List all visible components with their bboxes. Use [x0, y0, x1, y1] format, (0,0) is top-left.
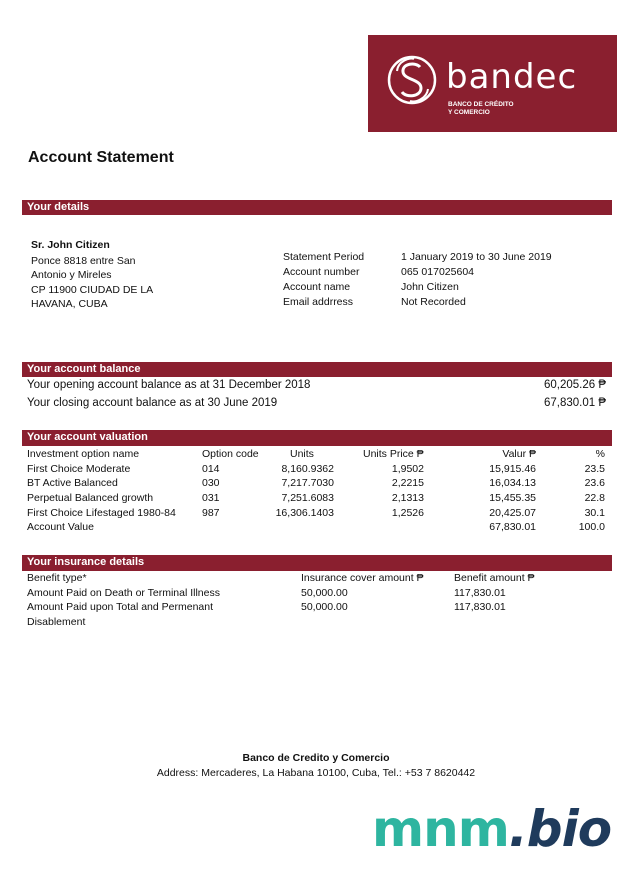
- watermark-suffix: .bio: [508, 800, 612, 858]
- divider: [22, 570, 612, 571]
- watermark-main: mnm: [372, 800, 509, 858]
- footer-bank-name: Banco de Credito y Comercio: [242, 752, 390, 764]
- column-header: Insurance cover amount ₱: [301, 572, 424, 584]
- column-header: Investment option name: [27, 448, 140, 460]
- valuation-heading: Your account valuation: [22, 430, 612, 445]
- balance-heading: Your account balance: [22, 362, 612, 377]
- statement-period-label: Statement Period: [283, 251, 365, 263]
- insurance-heading: Your insurance details: [22, 555, 612, 570]
- column-header: Benefit type*: [27, 572, 87, 584]
- address-line: Antonio y Mireles: [31, 269, 112, 281]
- footer-address: Address: Mercaderes, La Habana 10100, Cuba, Tel.: +53 7 8620442: [156, 767, 476, 779]
- divider: [22, 445, 612, 446]
- account-name-label: Account name: [283, 281, 351, 293]
- bandec-emblem-icon: [386, 49, 438, 111]
- column-header: Valur ₱: [502, 448, 536, 460]
- column-header: Units: [290, 448, 314, 460]
- details-heading: Your details: [22, 200, 612, 215]
- customer-name: Sr. John Citizen: [31, 239, 110, 251]
- statement-period-value: 1 January 2019 to 30 June 2019: [401, 251, 552, 263]
- column-header: %: [595, 448, 605, 460]
- column-header: Units Price ₱: [363, 448, 424, 460]
- column-header: Option code: [202, 448, 259, 460]
- address-line: CP 11900 CIUDAD DE LA: [31, 284, 154, 296]
- closing-balance-label: Your closing account balance as at 30 June 2019: [27, 397, 278, 409]
- account-value-total: 67,830.01: [489, 521, 536, 533]
- email-value: Not Recorded: [401, 296, 466, 308]
- account-number-label: Account number: [283, 266, 360, 278]
- account-name-value: John Citizen: [401, 281, 459, 293]
- column-header: Benefit amount ₱: [454, 572, 535, 584]
- logo-subtitle: BANCO DE CRÉDITO Y COMERCIO: [448, 101, 514, 116]
- email-label: Email addrress: [283, 296, 354, 308]
- address-line: HAVANA, CUBA: [31, 298, 108, 310]
- page-title: Account Statement: [28, 149, 174, 166]
- closing-balance-value: 67,830.01 ₱: [543, 397, 606, 409]
- account-number-value: 065 017025604: [401, 266, 474, 278]
- opening-balance-value: 60,205.26 ₱: [543, 379, 606, 391]
- opening-balance-label: Your opening account balance as at 31 December 2018: [27, 379, 311, 391]
- account-value-pct: 100.0: [578, 521, 605, 533]
- account-value-label: Account Value: [27, 521, 94, 533]
- logo-wordmark: bandec: [446, 57, 578, 97]
- address-line: Ponce 8818 entre San: [31, 255, 136, 267]
- watermark: [372, 800, 611, 858]
- bank-logo: [368, 35, 617, 132]
